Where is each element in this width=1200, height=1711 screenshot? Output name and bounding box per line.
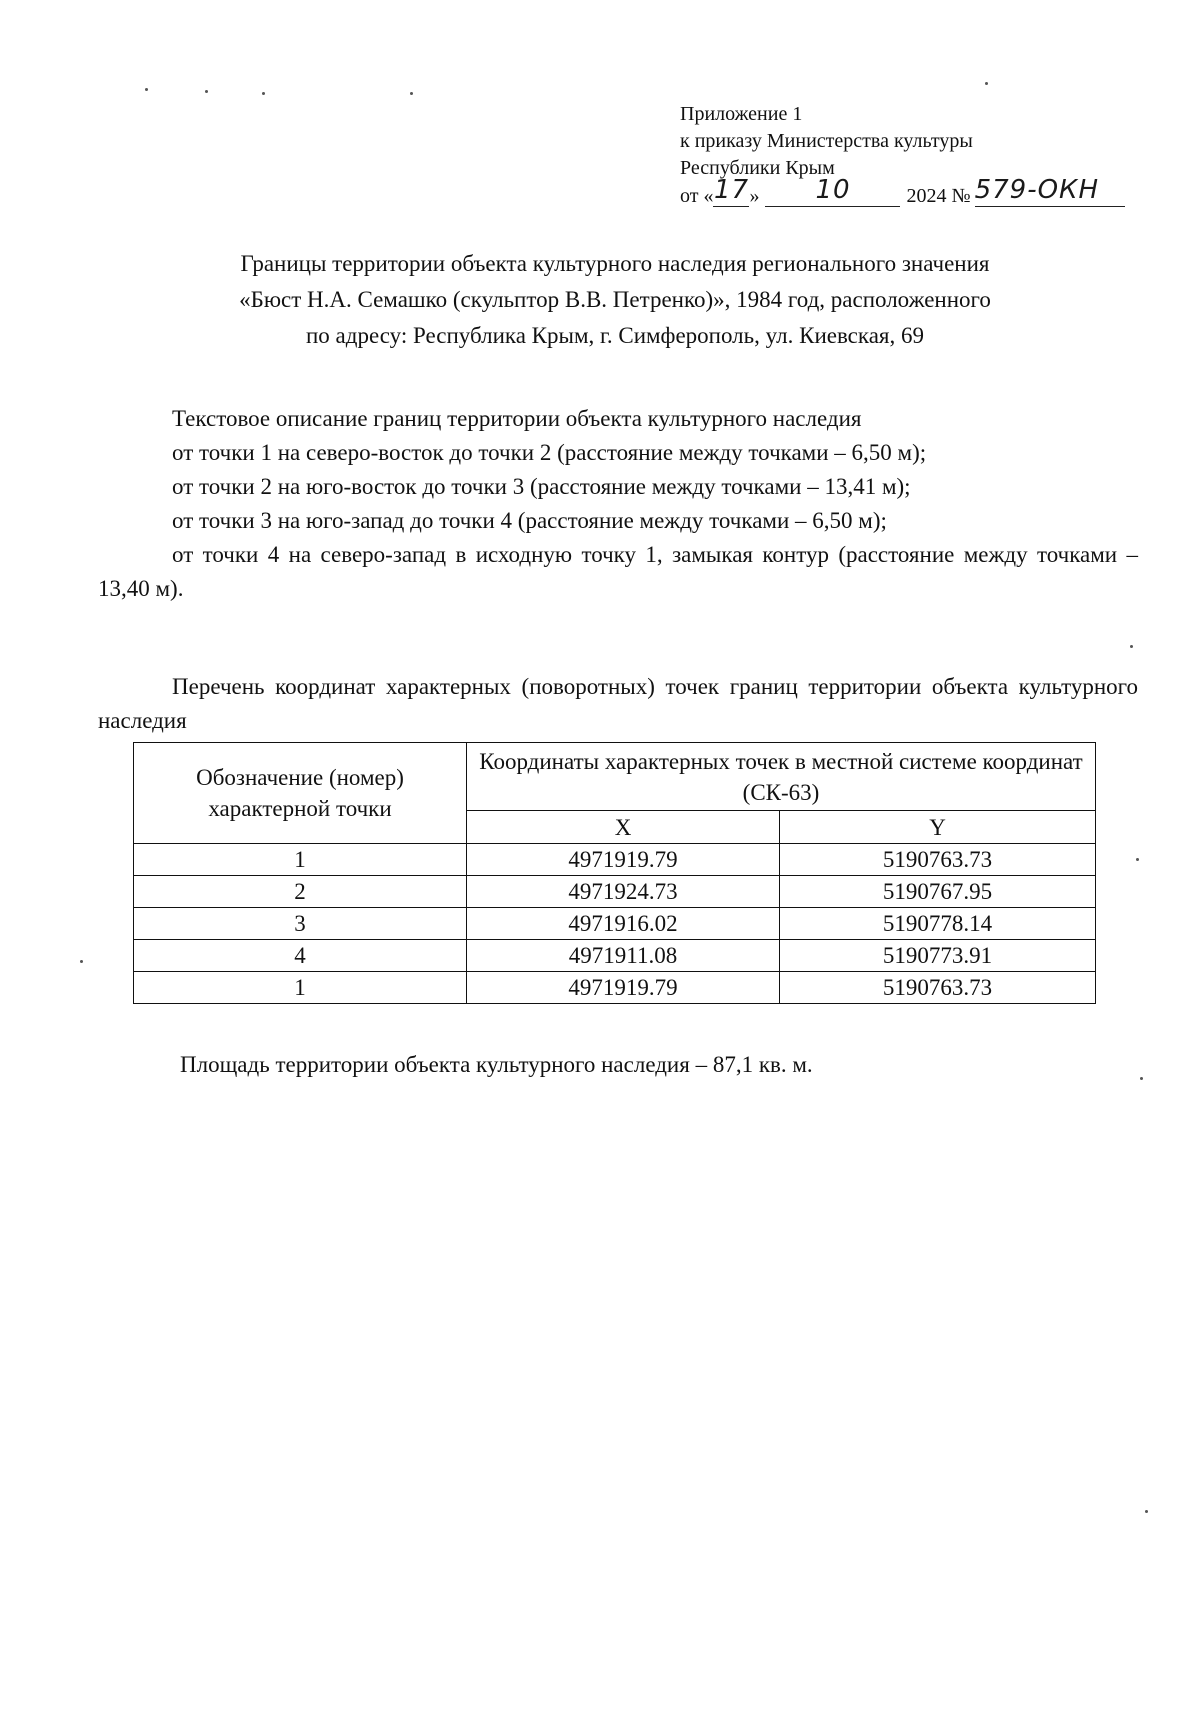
col-header-point: Обозначение (номер) характерной точки bbox=[134, 743, 467, 844]
cell-point: 1 bbox=[134, 972, 467, 1004]
scan-speck bbox=[1136, 858, 1139, 861]
coords-list-title: Перечень координат характерных (поворотных) точек границ территории объекта культурного наследия bbox=[98, 674, 1138, 733]
order-number: 579-ОКН bbox=[975, 182, 1125, 207]
scan-speck bbox=[205, 90, 208, 93]
col-header-x: X bbox=[467, 811, 780, 844]
cell-point: 1 bbox=[134, 844, 467, 876]
appendix-line-1: Приложение 1 bbox=[680, 103, 803, 125]
cell-point: 3 bbox=[134, 908, 467, 940]
scan-speck bbox=[985, 82, 988, 85]
cell-point: 2 bbox=[134, 876, 467, 908]
order-day: 17 bbox=[713, 175, 750, 205]
date-prefix: от « bbox=[680, 185, 714, 207]
title-line-2: «Бюст Н.А. Семашко (скульптор В.В. Петренко)», 1984 год, расположенного bbox=[239, 287, 991, 312]
cell-x: 4971911.08 bbox=[467, 940, 780, 972]
cell-y: 5190767.95 bbox=[780, 876, 1096, 908]
cell-x: 4971916.02 bbox=[467, 908, 780, 940]
col-header-coordinates: Координаты характерных точек в местной системе координат (СК-63) bbox=[467, 743, 1096, 811]
table-row bbox=[134, 876, 1096, 908]
col-header-y: Y bbox=[780, 811, 1096, 844]
table-row bbox=[134, 940, 1096, 972]
scan-speck bbox=[262, 92, 265, 95]
title-line-1: Границы территории объекта культурного наследия регионального значения bbox=[240, 251, 990, 276]
scan-speck bbox=[1140, 1077, 1143, 1080]
description-item: от точки 4 на северо-запад в исходную точку 1, замыкая контур (расстояние между точками – 13,40 м). bbox=[98, 542, 1138, 601]
cell-y: 5190773.91 bbox=[780, 940, 1096, 972]
table-row bbox=[134, 844, 1096, 876]
table-row bbox=[134, 972, 1096, 1004]
cell-y: 5190778.14 bbox=[780, 908, 1096, 940]
cell-x: 4971924.73 bbox=[467, 876, 780, 908]
coordinates-table bbox=[133, 742, 1096, 1004]
cell-x: 4971919.79 bbox=[467, 972, 780, 1004]
cell-point: 4 bbox=[134, 940, 467, 972]
order-date-line bbox=[680, 175, 1125, 209]
title-line-3: по адресу: Республика Крым, г. Симферополь, ул. Киевская, 69 bbox=[305, 323, 925, 348]
scan-speck bbox=[145, 88, 148, 91]
description-item: от точки 1 на северо-восток до точки 2 (расстояние между точками – 6,50 м); bbox=[172, 440, 927, 465]
scan-speck bbox=[1130, 645, 1133, 648]
appendix-block bbox=[680, 101, 1125, 209]
appendix-line-2: к приказу Министерства культуры bbox=[680, 130, 973, 152]
scan-speck bbox=[410, 92, 413, 95]
date-mid: » bbox=[749, 185, 760, 207]
cell-y: 5190763.73 bbox=[780, 972, 1096, 1004]
description-item: от точки 3 на юго-запад до точки 4 (расстояние между точками – 6,50 м); bbox=[172, 508, 887, 533]
area-statement: Площадь территории объекта культурного наследия – 87,1 кв. м. bbox=[180, 1052, 813, 1077]
scan-speck bbox=[1145, 1510, 1148, 1513]
document-title bbox=[100, 246, 1130, 354]
year-label: 2024 № bbox=[906, 185, 971, 207]
boundary-description bbox=[98, 402, 1138, 606]
cell-x: 4971919.79 bbox=[467, 844, 780, 876]
description-heading: Текстовое описание границ территории объекта культурного наследия bbox=[172, 406, 862, 431]
scan-speck bbox=[80, 960, 83, 963]
order-month: 10 bbox=[765, 182, 900, 207]
appendix-line-3: Республики Крым bbox=[680, 157, 835, 179]
table-row bbox=[134, 908, 1096, 940]
description-item: от точки 2 на юго-восток до точки 3 (расстояние между точками – 13,41 м); bbox=[172, 474, 911, 499]
cell-y: 5190763.73 bbox=[780, 844, 1096, 876]
